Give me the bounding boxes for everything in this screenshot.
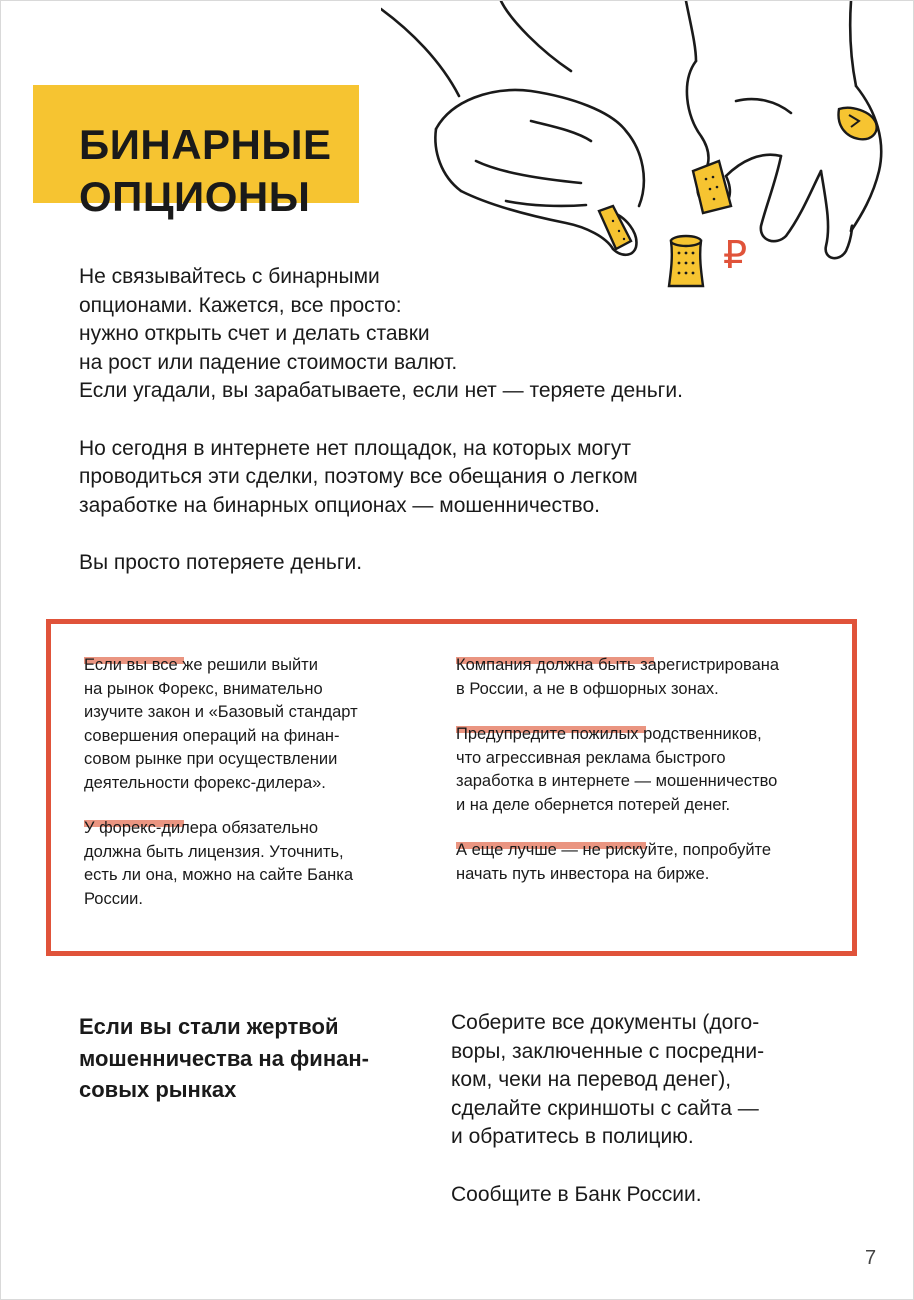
victim-line: ком, чеки на перевод денег), [451,1068,732,1091]
tip-line: что агрессивная реклама быстрого [456,748,726,767]
victim-line: и обратитесь в полицию. [451,1125,694,1148]
tip-line: совершения операций на финан- [84,726,340,745]
title-line-1: БИНАРНЫЕ [79,121,332,168]
victim-heading [79,1011,419,1106]
victim-instructions [451,1009,831,1238]
ring-icon [839,108,877,140]
heading-line: совых рынках [79,1077,237,1102]
intro-paragraph-3: Вы просто потеряете деньги. [79,551,363,574]
tip-line: А еще лучше — не рискуйте, попробуйте [456,841,772,859]
title-line-2: ОПЦИОНЫ [79,173,311,220]
intro-paragraph-1 [79,263,799,406]
tip-line: У форекс-дилера обязательно [84,819,318,837]
tip-line: Если вы все же решили выйти [84,656,318,674]
tip-item [84,817,429,911]
intro-line: на рост или падение стоимости валют. [79,350,458,374]
ruble-icon: ₽ [723,233,748,277]
tip-item [84,654,429,795]
tip-line: России. [84,889,143,908]
intro-line: Не связывайтесь с бинарными [79,265,380,288]
tip-line: в России, а не в офшорных зонах. [456,679,719,698]
intro-section [79,263,799,607]
victim-line: Соберите все документы (дого- [451,1011,760,1034]
tip-line: Предупредите пожилых родственников, [456,725,762,743]
intro-line: Если угадали, вы зарабатываете, если нет — теряете деньги. [79,379,683,402]
warning-column-left [84,654,429,933]
victim-line: сделайте скриншоты с сайта — [451,1096,759,1120]
tip-line: Компания должна быть зарегистрирована [456,656,780,674]
victim-line: воры, заключенные с посредни- [451,1039,765,1063]
tip-line: должна быть лицензия. Уточнить, [84,842,344,861]
intro-line: заработке на бинарных опционах — мошенничество. [79,493,600,517]
tip-line: на рынок Форекс, внимательно [84,679,323,698]
tip-line: начать путь инвестора на бирже. [456,864,710,883]
heading-line: Если вы стали жертвой [79,1014,339,1039]
tip-line: изучите закон и «Базовый стандарт [84,703,358,721]
hands-icon [381,1,914,301]
page-title [79,119,332,223]
intro-paragraph-2 [79,435,799,521]
intro-line: опционами. Кажется, все просто: [79,293,402,317]
tip-item [456,654,856,701]
heading-line: мошенничества на финан- [79,1045,369,1071]
tip-line: деятельности форекс-дилера». [84,773,326,792]
tip-line: совом рынке при осуществлении [84,750,338,768]
intro-line: нужно открыть счет и делать ставки [79,322,430,345]
intro-line: проводиться эти сделки, поэтому все обещания о легком [79,465,638,488]
tip-line: заработка в интернете — мошенничество [456,772,778,790]
tip-line: есть ли она, можно на сайте Банка [84,866,353,884]
tip-line: и на деле обернется потерей денег. [456,795,731,814]
warning-box [46,619,857,956]
victim-paragraph-1 [451,1009,831,1152]
warning-column-right [456,654,856,908]
intro-line: Но сегодня в интернете нет площадок, на которых могут [79,436,631,460]
tip-item [456,839,856,886]
victim-paragraph-2: Сообщите в Банк России. [451,1182,702,1206]
page-number: 7 [865,1247,877,1269]
tip-item [456,723,856,817]
